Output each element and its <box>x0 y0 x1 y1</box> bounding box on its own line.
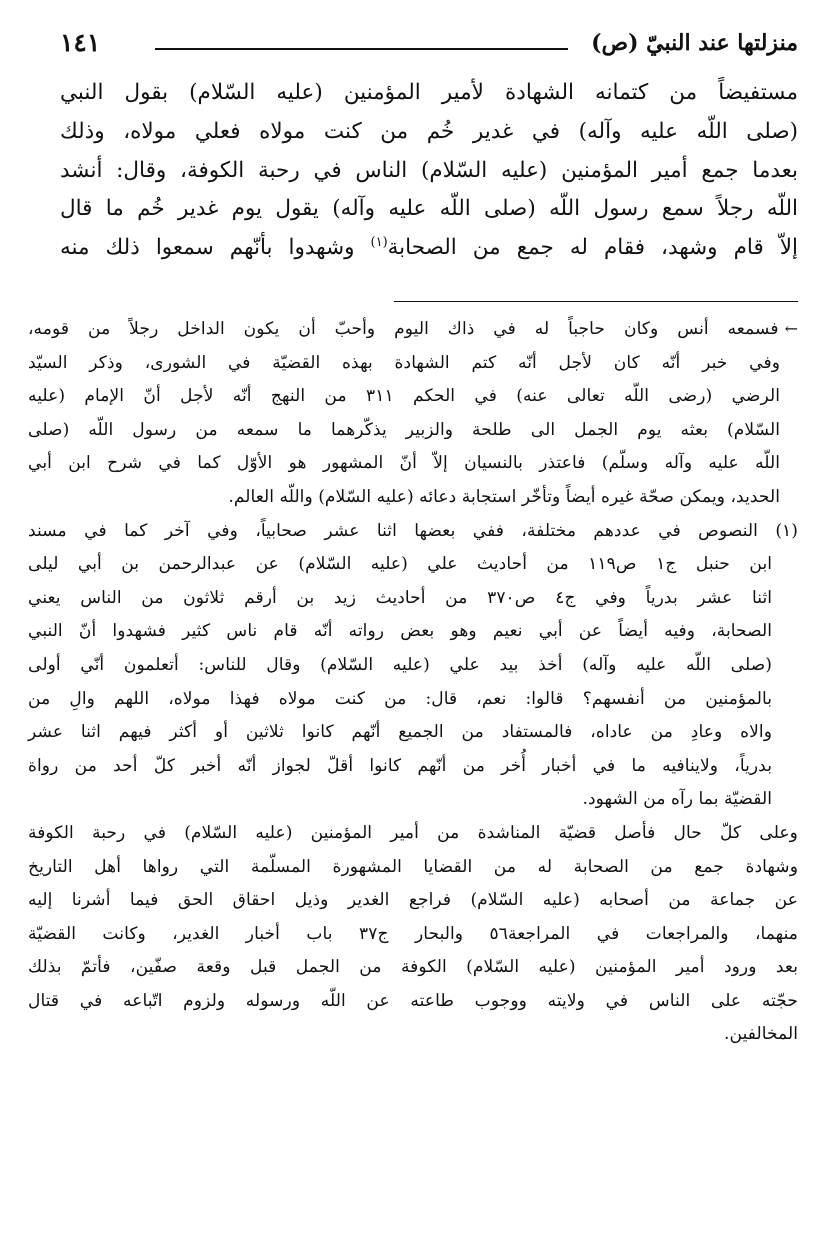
running-header <box>60 28 798 68</box>
continuation-arrow-icon: ← <box>784 319 798 338</box>
footnote-line: منهما، والمراجعات في المراجعة٥٦ والبحار ج٣٧ باب أخبار الغدير، وكانت القضيّة <box>28 923 798 944</box>
main-line: اللّه رجلاً سمع رسول اللّه (صلى اللّه عليه وآله) يقول يوم غدير خُم ما قال <box>60 196 798 222</box>
footnote-separator <box>394 301 798 302</box>
footnotes <box>28 312 798 1052</box>
footnote-line: القضيّة بما رآه من الشهود. <box>582 789 772 810</box>
main-line-tail: وشهدوا بأنّهم سمعوا ذلك منه <box>60 235 371 261</box>
footnote-line: اللّه عليه وآله وسلّم) فاعتذر بالنسيان إلاّ أنّ المشهور هو الأوّل كما في شرح ابن أبي <box>28 453 780 474</box>
main-line: بعدما جمع أمير المؤمنين (عليه السّلام) الناس في رحبة الكوفة، وقال: أنشد <box>60 157 798 183</box>
footnote-continuation <box>28 312 798 515</box>
footnote-line: الصحابة، وفيه أيضاً عن أبي نعيم وهو بعض رواته أنّه قام ناس كثير فشهدوا أنّ النبي <box>28 621 772 642</box>
footnote-marker: (١) <box>370 235 388 251</box>
footnote-line: المخالفين. <box>724 1024 798 1045</box>
footnote-line: بعد ورود أمير المؤمنين (عليه السّلام) الكوفة من الجمل قبل وقعة صفّين، فأتمّ بذلك <box>28 957 798 978</box>
footnote-line: وفي خبر أنّه كان لأجل أنّه كتم الشهادة بهذه القضيّة في الشورى، وذكر السيّد <box>28 352 780 373</box>
header-rule <box>155 48 568 50</box>
footnote-line: وشهادة جمع من الصحابة له من القضايا المشهورة المسلّمة التي رواها أهل التاريخ <box>28 856 798 877</box>
footnote-line: الحديد، ويمكن صحّة غيره أيضاً وتأخّر استجابة دعائه (عليه السّلام) واللّه العالم. <box>228 486 780 507</box>
footnote-line <box>28 312 798 347</box>
footnote-line: بالمؤمنين من أنفسهم؟ قالوا: نعم، قال: من كنت مولاه فهذا مولاه، اللهم والِ من <box>28 688 772 709</box>
footnote-line: (١) النصوص في عددهم مختلفة، ففي بعضها اثنا عشر صحابياً، وفي آخر كما في مسند <box>28 520 798 541</box>
footnote-line: بدرياً، ولاينافيه ما في أخبار أُخر من أنّهم كانوا أقلّ لجواز أنّه أخبر كلّ أحد من رواة <box>28 755 772 776</box>
page-number: ١٤١ <box>60 28 101 57</box>
footnote-line: ابن حنبل ج١ ص١١٩ من أحاديث علي (عليه السّلام) عن عبدالرحمن بن أبي ليلى <box>28 554 772 575</box>
footnote-line: والاه وعادِ من عاداه، فالمستفاد من الجميع أنّهم كانوا ثلاثين أو أكثر فيهم اثنا عشر <box>28 722 772 743</box>
footnote-line: الرضي (رضى اللّه تعالى عنه) في الحكم ٣١١ من النهج أنّه لأجل أنّ الإمام (عليه <box>28 386 780 407</box>
main-text <box>60 74 798 268</box>
footnote-line: حجّته على الناس في ولايته ووجوب طاعته عن اللّه ورسوله ولزوم اتّباعه في قتال <box>28 990 798 1011</box>
main-line: مستفيضاً من كتمانه الشهادة لأمير المؤمنين (عليه السّلام) بقول النبي <box>60 80 798 105</box>
footnote-1 <box>28 515 798 817</box>
footnote-line: (صلى اللّه عليه وآله) أخذ بيد علي (عليه السّلام) وقال للناس: أتعلمون أنّي أولى <box>28 654 772 675</box>
main-line-last <box>60 229 798 268</box>
footnote-line: اثنا عشر بدرياً وفي ج٤ ص٣٧٠ من أحاديث زيد بن أرقم ثلاثون من الناس يعني <box>28 587 773 608</box>
footnote-line: عن جماعة من أصحابه (عليه السّلام) فراجع الغدير وذيل احقاق الحق فيما أشرنا إليه <box>28 890 798 911</box>
footnote-line: وعلى كلّ حال فأصل قضيّة المناشدة من أمير المؤمنين (عليه السّلام) في رحبة الكوفة <box>28 822 798 843</box>
footnote-line-text: فسمعه أنس وكان حاجباً له في ذاك اليوم وأحبّ أن يكون الداخل رجلاً من قومه، <box>28 319 779 339</box>
footnote-paragraph <box>28 817 798 1052</box>
main-line: (صلى اللّه عليه وآله) في غدير خُم من كنت مولاه فعلي مولاه، وذلك <box>60 118 798 144</box>
main-line-head: إلاّ قام وشهد، فقام له جمع من الصحابة <box>387 235 798 261</box>
header-title: منزلتها عند النبيّ (ص) <box>591 30 798 56</box>
footnote-line: السّلام) بعثه يوم الجمل الى طلحة والزبير يذكّرهما ما سمعه من رسول اللّه (صلى <box>28 419 780 440</box>
